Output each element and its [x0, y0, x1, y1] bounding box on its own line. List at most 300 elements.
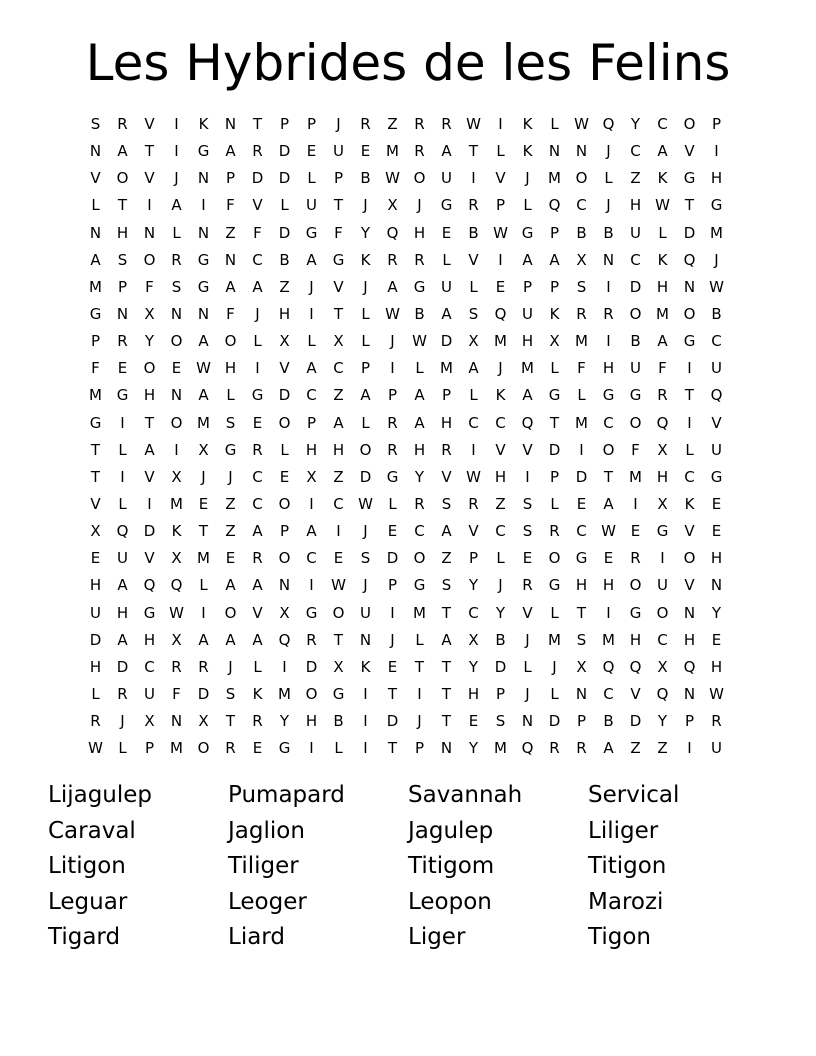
grid-letter: G	[332, 684, 345, 703]
grid-letter: O	[683, 115, 696, 133]
grid-letter: L	[118, 739, 127, 758]
grid-letter: T	[441, 603, 452, 622]
grid-letter: G	[305, 223, 318, 242]
grid-letter: W	[196, 359, 211, 378]
grid-letter: N	[224, 250, 237, 269]
grid-letter: A	[657, 142, 668, 161]
word-list-item: Marozi	[588, 888, 664, 915]
grid-letter: Z	[657, 739, 668, 758]
grid-letter: M	[710, 223, 723, 242]
grid-letter: I	[525, 467, 530, 486]
grid-letter: H	[413, 440, 426, 459]
grid-letter: R	[117, 332, 128, 351]
grid-letter: M	[494, 332, 507, 351]
grid-letter: D	[548, 440, 561, 459]
grid-letter: O	[629, 304, 642, 323]
grid-letter: P	[522, 277, 533, 296]
grid-letter: J	[363, 522, 368, 541]
grid-letter: L	[334, 739, 343, 758]
grid-letter: J	[714, 250, 719, 269]
grid-letter: N	[440, 739, 453, 758]
letter-grid	[82, 111, 730, 762]
grid-letter: E	[252, 413, 263, 432]
grid-letter: A	[225, 630, 236, 649]
grid-letter: E	[711, 494, 722, 513]
grid-letter: C	[333, 359, 344, 378]
grid-letter: A	[441, 630, 452, 649]
grid-letter: R	[117, 684, 128, 703]
grid-letter: L	[361, 304, 370, 323]
grid-letter: W	[574, 115, 589, 133]
grid-letter: A	[117, 630, 128, 649]
grid-letter: C	[495, 413, 506, 432]
grid-letter: Q	[656, 684, 669, 703]
grid-letter: I	[687, 413, 692, 432]
grid-letter: M	[386, 142, 399, 161]
grid-letter: G	[197, 142, 210, 161]
grid-letter: P	[549, 223, 560, 242]
grid-letter: A	[603, 739, 614, 758]
grid-letter: A	[306, 359, 317, 378]
grid-letter: A	[117, 142, 128, 161]
grid-letter: X	[279, 603, 290, 622]
grid-letter: P	[684, 712, 695, 731]
grid-letter: K	[549, 304, 560, 323]
grid-letter: J	[336, 115, 341, 133]
grid-letter: W	[88, 739, 103, 758]
grid-letter: H	[710, 169, 723, 188]
grid-letter: L	[442, 250, 451, 269]
grid-letter: L	[388, 494, 397, 513]
grid-letter: P	[387, 576, 398, 595]
grid-letter: H	[116, 603, 129, 622]
grid-letter: L	[550, 494, 559, 513]
grid-letter: S	[522, 494, 533, 513]
grid-letter: J	[552, 657, 557, 676]
grid-letter: V	[522, 603, 533, 622]
grid-letter: B	[711, 304, 722, 323]
grid-letter: Q	[278, 630, 291, 649]
word-list-item: Tigon	[588, 924, 651, 950]
grid-letter: B	[279, 250, 290, 269]
grid-letter: Q	[494, 304, 507, 323]
grid-letter: T	[468, 142, 479, 161]
grid-letter: L	[523, 196, 532, 215]
grid-letter: H	[602, 359, 615, 378]
grid-letter: M	[197, 413, 210, 432]
grid-letter: C	[657, 115, 668, 133]
grid-letter: N	[359, 630, 372, 649]
grid-letter: C	[144, 657, 155, 676]
grid-letter: E	[387, 657, 398, 676]
grid-letter: D	[359, 467, 372, 486]
grid-letter: R	[252, 712, 263, 731]
grid-letter: I	[309, 494, 314, 513]
grid-letter: G	[683, 332, 696, 351]
grid-letter: Q	[143, 576, 156, 595]
grid-letter: Z	[225, 522, 236, 541]
grid-letter: A	[225, 576, 236, 595]
grid-letter: M	[602, 630, 615, 649]
grid-letter: O	[197, 739, 210, 758]
grid-letter: I	[417, 684, 422, 703]
word-list-item: Jaglion	[228, 817, 305, 844]
grid-letter: H	[575, 576, 588, 595]
grid-letter: O	[278, 549, 291, 568]
grid-letter: G	[440, 196, 453, 215]
grid-letter: K	[171, 522, 182, 541]
grid-letter: I	[309, 739, 314, 758]
grid-letter: G	[602, 386, 615, 405]
grid-letter: A	[603, 494, 614, 513]
grid-letter: F	[658, 359, 667, 378]
grid-letter: Y	[468, 576, 479, 595]
word-list-item: Titigom	[408, 853, 495, 879]
grid-letter: A	[522, 250, 533, 269]
grid-letter: O	[332, 603, 345, 622]
grid-letter: M	[656, 304, 669, 323]
grid-letter: D	[197, 684, 210, 703]
grid-letter: R	[387, 413, 398, 432]
grid-letter: E	[603, 549, 614, 568]
grid-letter: R	[549, 522, 560, 541]
grid-letter: P	[225, 169, 236, 188]
grid-letter: J	[255, 304, 260, 323]
grid-letter: R	[468, 494, 479, 513]
grid-letter: E	[711, 630, 722, 649]
grid-letter: G	[224, 440, 237, 459]
grid-letter: D	[89, 630, 102, 649]
word-list-item: Servical	[588, 782, 680, 808]
grid-letter: I	[687, 359, 692, 378]
grid-letter: L	[658, 223, 667, 242]
grid-letter: G	[89, 304, 102, 323]
grid-letter: A	[468, 359, 479, 378]
grid-letter: D	[494, 657, 507, 676]
grid-letter: L	[253, 657, 262, 676]
grid-letter: V	[144, 467, 155, 486]
grid-letter: D	[278, 386, 291, 405]
grid-letter: R	[225, 739, 236, 758]
grid-letter: T	[333, 304, 344, 323]
grid-letter: B	[333, 712, 344, 731]
grid-letter: G	[548, 576, 561, 595]
grid-letter: I	[363, 712, 368, 731]
grid-letter: X	[144, 712, 155, 731]
grid-letter: B	[495, 630, 506, 649]
grid-letter: T	[576, 603, 587, 622]
grid-letter: D	[116, 657, 129, 676]
word-list-item: Tigard	[48, 924, 121, 950]
grid-letter: Q	[683, 657, 696, 676]
grid-letter: W	[709, 684, 724, 703]
grid-letter: E	[360, 142, 371, 161]
grid-letter: W	[412, 332, 427, 351]
grid-letter: V	[90, 169, 101, 188]
grid-letter: Q	[602, 115, 615, 133]
grid-letter: D	[305, 657, 318, 676]
grid-letter: K	[657, 250, 668, 269]
grid-letter: L	[280, 196, 289, 215]
grid-letter: U	[711, 739, 722, 758]
grid-letter: L	[172, 223, 181, 242]
grid-letter: L	[91, 196, 100, 215]
grid-letter: O	[224, 332, 237, 351]
grid-letter: E	[252, 739, 263, 758]
grid-letter: W	[466, 115, 481, 133]
grid-letter: U	[117, 549, 128, 568]
grid-letter: A	[360, 386, 371, 405]
grid-letter: I	[201, 196, 206, 215]
grid-letter: F	[226, 304, 235, 323]
grid-letter: P	[549, 467, 560, 486]
grid-letter: I	[120, 413, 125, 432]
grid-letter: T	[414, 657, 425, 676]
grid-letter: N	[683, 277, 696, 296]
grid-letter: T	[684, 386, 695, 405]
grid-letter: D	[440, 332, 453, 351]
grid-letter: R	[441, 115, 452, 133]
grid-letter: N	[143, 223, 156, 242]
grid-letter: J	[606, 142, 611, 161]
grid-letter: V	[495, 169, 506, 188]
grid-letter: U	[90, 603, 101, 622]
grid-letter: F	[334, 223, 343, 242]
grid-letter: R	[468, 196, 479, 215]
grid-letter: I	[498, 115, 503, 133]
grid-letter: R	[90, 712, 101, 731]
grid-letter: N	[197, 304, 210, 323]
grid-letter: R	[657, 386, 668, 405]
grid-letter: X	[657, 494, 668, 513]
grid-letter: U	[441, 277, 452, 296]
grid-letter: C	[603, 684, 614, 703]
grid-letter: G	[656, 522, 669, 541]
grid-letter: Q	[521, 413, 534, 432]
grid-letter: B	[603, 712, 614, 731]
grid-letter: C	[684, 467, 695, 486]
grid-letter: T	[252, 115, 263, 133]
grid-letter: P	[441, 386, 452, 405]
grid-letter: E	[711, 522, 722, 541]
grid-letter: T	[603, 467, 614, 486]
grid-letter: R	[576, 304, 587, 323]
word-list-item: Leoger	[228, 888, 307, 915]
grid-letter: I	[471, 440, 476, 459]
grid-letter: R	[252, 142, 263, 161]
grid-letter: X	[198, 712, 209, 731]
grid-letter: U	[630, 223, 641, 242]
grid-letter: S	[576, 277, 587, 296]
grid-letter: T	[333, 630, 344, 649]
grid-letter: T	[144, 142, 155, 161]
grid-letter: C	[414, 522, 425, 541]
grid-letter: O	[305, 684, 318, 703]
grid-letter: N	[170, 304, 183, 323]
grid-letter: L	[415, 359, 424, 378]
grid-letter: H	[413, 223, 426, 242]
grid-letter: R	[198, 657, 209, 676]
grid-letter: O	[683, 549, 696, 568]
grid-letter: D	[278, 169, 291, 188]
grid-letter: P	[279, 115, 290, 133]
grid-letter: Z	[630, 739, 641, 758]
grid-letter: P	[306, 115, 317, 133]
grid-letter: S	[117, 250, 128, 269]
grid-letter: P	[711, 115, 722, 133]
grid-letter: M	[89, 386, 102, 405]
grid-letter: R	[576, 739, 587, 758]
grid-letter: P	[90, 332, 101, 351]
grid-letter: J	[309, 277, 314, 296]
grid-letter: O	[548, 549, 561, 568]
grid-letter: L	[118, 494, 127, 513]
grid-letter: P	[468, 549, 479, 568]
grid-letter: U	[306, 196, 317, 215]
grid-letter: R	[414, 142, 425, 161]
grid-letter: Z	[387, 115, 398, 133]
grid-letter: V	[441, 467, 452, 486]
grid-letter: A	[441, 142, 452, 161]
word-list-item: Savannah	[408, 782, 523, 808]
grid-letter: Z	[225, 494, 236, 513]
grid-letter: O	[359, 440, 372, 459]
grid-letter: R	[711, 712, 722, 731]
grid-letter: F	[631, 440, 640, 459]
grid-letter: H	[89, 576, 102, 595]
grid-letter: F	[577, 359, 586, 378]
grid-letter: D	[629, 277, 642, 296]
grid-letter: H	[116, 223, 129, 242]
grid-letter: U	[711, 440, 722, 459]
grid-letter: A	[198, 630, 209, 649]
grid-letter: G	[521, 223, 534, 242]
grid-letter: Z	[333, 386, 344, 405]
grid-letter: J	[228, 467, 233, 486]
grid-letter: S	[576, 630, 587, 649]
grid-letter: S	[90, 115, 101, 133]
grid-letter: M	[548, 169, 561, 188]
grid-letter: G	[251, 386, 264, 405]
grid-letter: V	[90, 494, 101, 513]
grid-letter: N	[89, 223, 102, 242]
grid-letter: N	[521, 712, 534, 731]
grid-letter: G	[413, 576, 426, 595]
grid-letter: E	[279, 467, 290, 486]
grid-letter: R	[360, 115, 371, 133]
grid-letter: I	[309, 304, 314, 323]
grid-letter: J	[363, 196, 368, 215]
grid-letter: H	[467, 684, 480, 703]
grid-letter: Y	[495, 603, 506, 622]
grid-letter: E	[630, 522, 641, 541]
grid-letter: T	[387, 684, 398, 703]
grid-letter: I	[687, 739, 692, 758]
word-list-item: Liard	[228, 924, 285, 950]
grid-letter: A	[414, 413, 425, 432]
grid-letter: M	[494, 739, 507, 758]
grid-letter: X	[171, 630, 182, 649]
grid-letter: W	[493, 223, 508, 242]
grid-letter: I	[147, 196, 152, 215]
grid-letter: V	[144, 115, 155, 133]
grid-letter: X	[279, 332, 290, 351]
grid-letter: R	[630, 549, 641, 568]
grid-letter: L	[604, 169, 613, 188]
grid-letter: I	[174, 142, 179, 161]
grid-letter: D	[386, 549, 399, 568]
grid-letter: V	[468, 250, 479, 269]
grid-letter: A	[90, 250, 101, 269]
grid-letter: A	[252, 522, 263, 541]
grid-letter: L	[253, 332, 262, 351]
grid-letter: L	[199, 576, 208, 595]
grid-letter: Y	[630, 115, 641, 133]
grid-letter: K	[522, 142, 533, 161]
grid-letter: A	[171, 196, 182, 215]
grid-letter: E	[387, 522, 398, 541]
grid-letter: O	[629, 576, 642, 595]
grid-letter: F	[91, 359, 100, 378]
grid-letter: C	[603, 413, 614, 432]
grid-letter: E	[171, 359, 182, 378]
grid-letter: Q	[683, 250, 696, 269]
grid-letter: V	[684, 576, 695, 595]
grid-letter: C	[252, 467, 263, 486]
grid-letter: T	[117, 196, 128, 215]
grid-letter: A	[144, 440, 155, 459]
grid-letter: C	[333, 494, 344, 513]
page-title: Les Hybrides de les Felins	[85, 34, 731, 92]
grid-letter: T	[387, 739, 398, 758]
grid-letter: J	[417, 196, 422, 215]
grid-letter: C	[252, 494, 263, 513]
grid-letter: I	[606, 603, 611, 622]
grid-letter: V	[333, 277, 344, 296]
grid-letter: T	[198, 522, 209, 541]
grid-letter: J	[228, 657, 233, 676]
grid-letter: C	[657, 630, 668, 649]
grid-letter: X	[576, 657, 587, 676]
grid-letter: N	[170, 712, 183, 731]
grid-letter: T	[441, 684, 452, 703]
grid-letter: E	[495, 277, 506, 296]
grid-letter: O	[143, 359, 156, 378]
grid-letter: E	[225, 549, 236, 568]
grid-letter: G	[197, 277, 210, 296]
grid-letter: N	[197, 169, 210, 188]
grid-letter: L	[469, 386, 478, 405]
grid-letter: I	[336, 522, 341, 541]
grid-letter: I	[714, 142, 719, 161]
grid-letter: V	[252, 196, 263, 215]
grid-letter: H	[656, 467, 669, 486]
grid-letter: H	[278, 304, 291, 323]
grid-letter: A	[549, 250, 560, 269]
grid-letter: A	[306, 522, 317, 541]
grid-letter: U	[144, 684, 155, 703]
grid-letter: I	[390, 359, 395, 378]
word-list-item: Tiliger	[228, 853, 299, 879]
grid-letter: D	[251, 169, 264, 188]
grid-letter: V	[711, 413, 722, 432]
grid-letter: B	[360, 169, 371, 188]
grid-letter: A	[252, 630, 263, 649]
word-list-item: Titigon	[588, 853, 667, 879]
grid-letter: N	[683, 603, 696, 622]
grid-letter: B	[630, 332, 641, 351]
grid-letter: A	[198, 332, 209, 351]
